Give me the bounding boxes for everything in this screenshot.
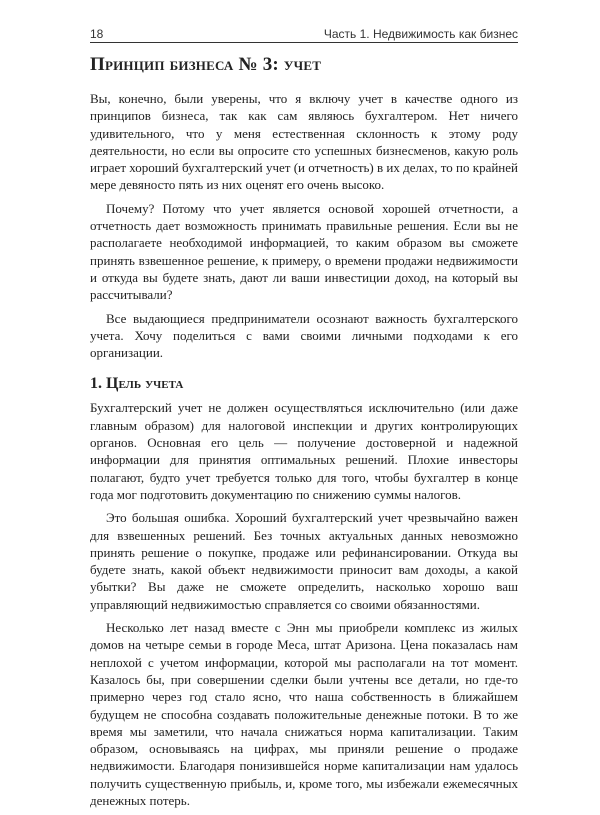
section-paragraph-2: Почему? Потому что учет является основой хорошей отчетности, а отчетность дает возможность принимать правильные решения. Если вы не располагаете необходимой информацией, то каким образом вы сможете принять взвешенное решение, к примеру, о времени продажи недвижимости и откуда вы будете знать, дают ли ваши инвестиции доход, на который вы рассчитывали? <box>90 200 518 303</box>
page-number: 18 <box>90 27 104 41</box>
subsection-title: 1. Цель учета <box>90 375 184 393</box>
subsection-paragraph-2: Это большая ошибка. Хороший бухгалтерский учет чрезвычайно важен для взвешенных решений. Без точных актуальных данных невозможно принять решение о покупке, продаже или рефинансировании. Откуда вы будете знать, какой объект недвижимости приносит вам доходы, а какой убытки? Вы даже не сможете определить, насколько хорошо ваш управляющий недвижимостью справляется со своими обязанностями. <box>90 510 518 612</box>
running-title: Часть 1. Недвижимость как бизнес <box>323 27 518 41</box>
section-paragraph-1: Вы, конечно, были уверены, что я включу учет в качестве одного из принципов бизнеса, так как сам являюсь бухгалтером. Нет ничего удивительного, что у меня естественная склонность к этому роду деятельности, но если вы опросите сто успешных бизнесменов, какую роль играет хороший бухгалтерский учет (и отчетность) в их делах, то по крайней мере девяносто пять из них оценят его очень высоко. <box>90 91 518 193</box>
subsection-paragraph-1: Бухгалтерский учет не должен осуществляться исключительно (или даже главным образом) для налоговой инспекции и других контролирующих органов. Основная его цель — получение достоверной и надежной информации для принятия оптимальных решений. Плохие инвесторы полагают, будто учет требуется только для того, чтобы бухгалтер в конце года мог подготовить документацию по снижению суммы налогов. <box>90 400 518 502</box>
subsection-paragraph-3: Несколько лет назад вместе с Энн мы приобрели комплекс из жилых домов на четыре семьи в городе Меса, штат Аризона. Цена показалась нам неплохой с учетом информации, которой мы располагали на тот момент. Казалось бы, при совершении сделки были учтены все детали, но где-то примерно через год стало ясно, что наша собственность в ближайшем будущем не способна создавать положительные денежные потоки. В то же время мы заметили, что начала снижаться норма капитализации. Таким образом, основываясь на цифрах, мы приняли решение о продаже недвижимости. Благодаря понизившейся норме капитализации нам удалось получить существенную прибыль, и, кроме того, мы избежали ежемесячных денежных потерь. <box>90 620 518 808</box>
page-body <box>90 54 518 815</box>
header-rule <box>90 42 518 43</box>
running-header <box>90 24 518 42</box>
section-paragraph-3: Все выдающиеся предприниматели осознают важность бухгалтерского учета. Хочу поделиться с вами своими личными подходами к его организации. <box>90 310 518 361</box>
section-title: Принцип бизнеса № 3: учет <box>90 54 322 75</box>
